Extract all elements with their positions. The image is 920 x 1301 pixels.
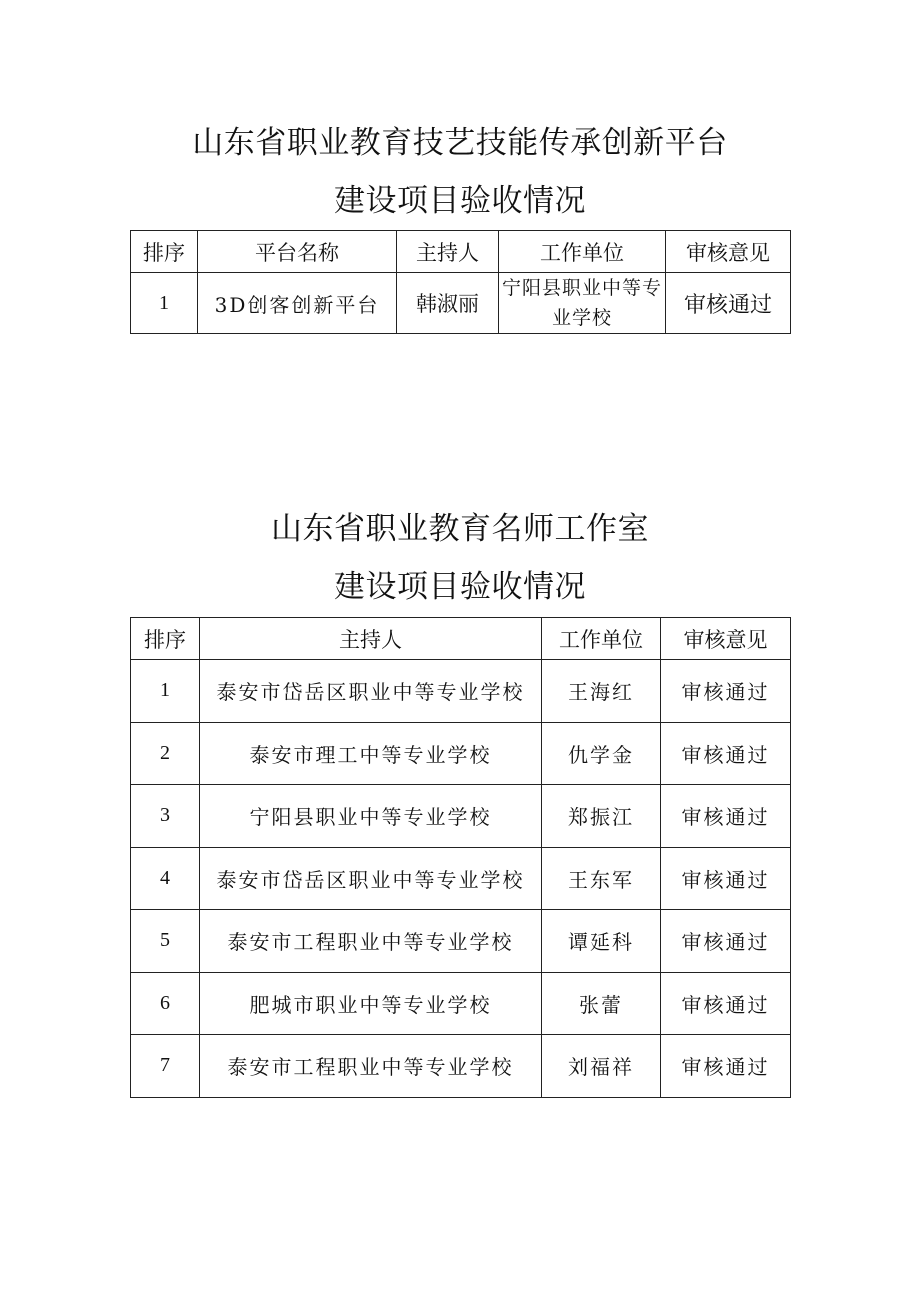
cell-school: 泰安市岱岳区职业中等专业学校	[200, 660, 542, 723]
table-header-row	[131, 618, 791, 660]
cell-order: 4	[131, 847, 200, 910]
cell-review-opinion: 审核通过	[661, 1035, 791, 1098]
header-work-unit: 工作单位	[499, 231, 666, 273]
cell-order: 6	[131, 972, 200, 1035]
cell-platform-name: 3D创客创新平台	[198, 273, 397, 334]
table-row	[131, 910, 791, 973]
cell-review-opinion: 审核通过	[661, 972, 791, 1035]
cell-school: 肥城市职业中等专业学校	[200, 972, 542, 1035]
cell-review-opinion: 审核通过	[661, 660, 791, 723]
cell-name: 王东军	[542, 847, 661, 910]
cell-order: 1	[131, 273, 198, 334]
table-header-row	[131, 231, 791, 273]
cell-name: 刘福祥	[542, 1035, 661, 1098]
table-row	[131, 1035, 791, 1098]
header-review-opinion: 审核意见	[661, 618, 791, 660]
master-teacher-studio-table	[130, 617, 791, 1098]
section2-title-line1: 山东省职业教育名师工作室	[271, 511, 649, 547]
cell-school: 宁阳县职业中等专业学校	[200, 785, 542, 848]
header-review-opinion: 审核意见	[666, 231, 791, 273]
header-order: 排序	[131, 618, 200, 660]
cell-school: 泰安市岱岳区职业中等专业学校	[200, 847, 542, 910]
cell-name: 郑振江	[542, 785, 661, 848]
cell-review-opinion: 审核通过	[666, 273, 791, 334]
cell-order: 1	[131, 660, 200, 723]
table-row	[131, 972, 791, 1035]
header-work-unit: 工作单位	[542, 618, 661, 660]
cell-school: 泰安市理工中等专业学校	[200, 722, 542, 785]
cell-order: 7	[131, 1035, 200, 1098]
table-row	[131, 660, 791, 723]
section1-title-line2: 建设项目验收情况	[334, 183, 586, 219]
cell-name: 谭延科	[542, 910, 661, 973]
cell-name: 仇学金	[542, 722, 661, 785]
cell-host: 韩淑丽	[397, 273, 499, 334]
cell-work-unit: 宁阳县职业中等专业学校	[499, 273, 666, 334]
header-host: 主持人	[200, 618, 542, 660]
table-row	[131, 273, 791, 334]
cell-name: 张蕾	[542, 972, 661, 1035]
cell-review-opinion: 审核通过	[661, 722, 791, 785]
cell-order: 5	[131, 910, 200, 973]
table-row	[131, 847, 791, 910]
table-row	[131, 722, 791, 785]
cell-school: 泰安市工程职业中等专业学校	[200, 1035, 542, 1098]
header-platform-name: 平台名称	[198, 231, 397, 273]
cell-review-opinion: 审核通过	[661, 785, 791, 848]
header-host: 主持人	[397, 231, 499, 273]
platform-acceptance-table	[130, 230, 791, 334]
section2-title-line2: 建设项目验收情况	[334, 569, 586, 605]
table-row	[131, 785, 791, 848]
header-order: 排序	[131, 231, 198, 273]
cell-order: 2	[131, 722, 200, 785]
cell-order: 3	[131, 785, 200, 848]
section1-title-line1: 山东省职业教育技艺技能传承创新平台	[192, 125, 728, 161]
cell-school: 泰安市工程职业中等专业学校	[200, 910, 542, 973]
cell-name: 王海红	[542, 660, 661, 723]
cell-review-opinion: 审核通过	[661, 910, 791, 973]
cell-review-opinion: 审核通过	[661, 847, 791, 910]
